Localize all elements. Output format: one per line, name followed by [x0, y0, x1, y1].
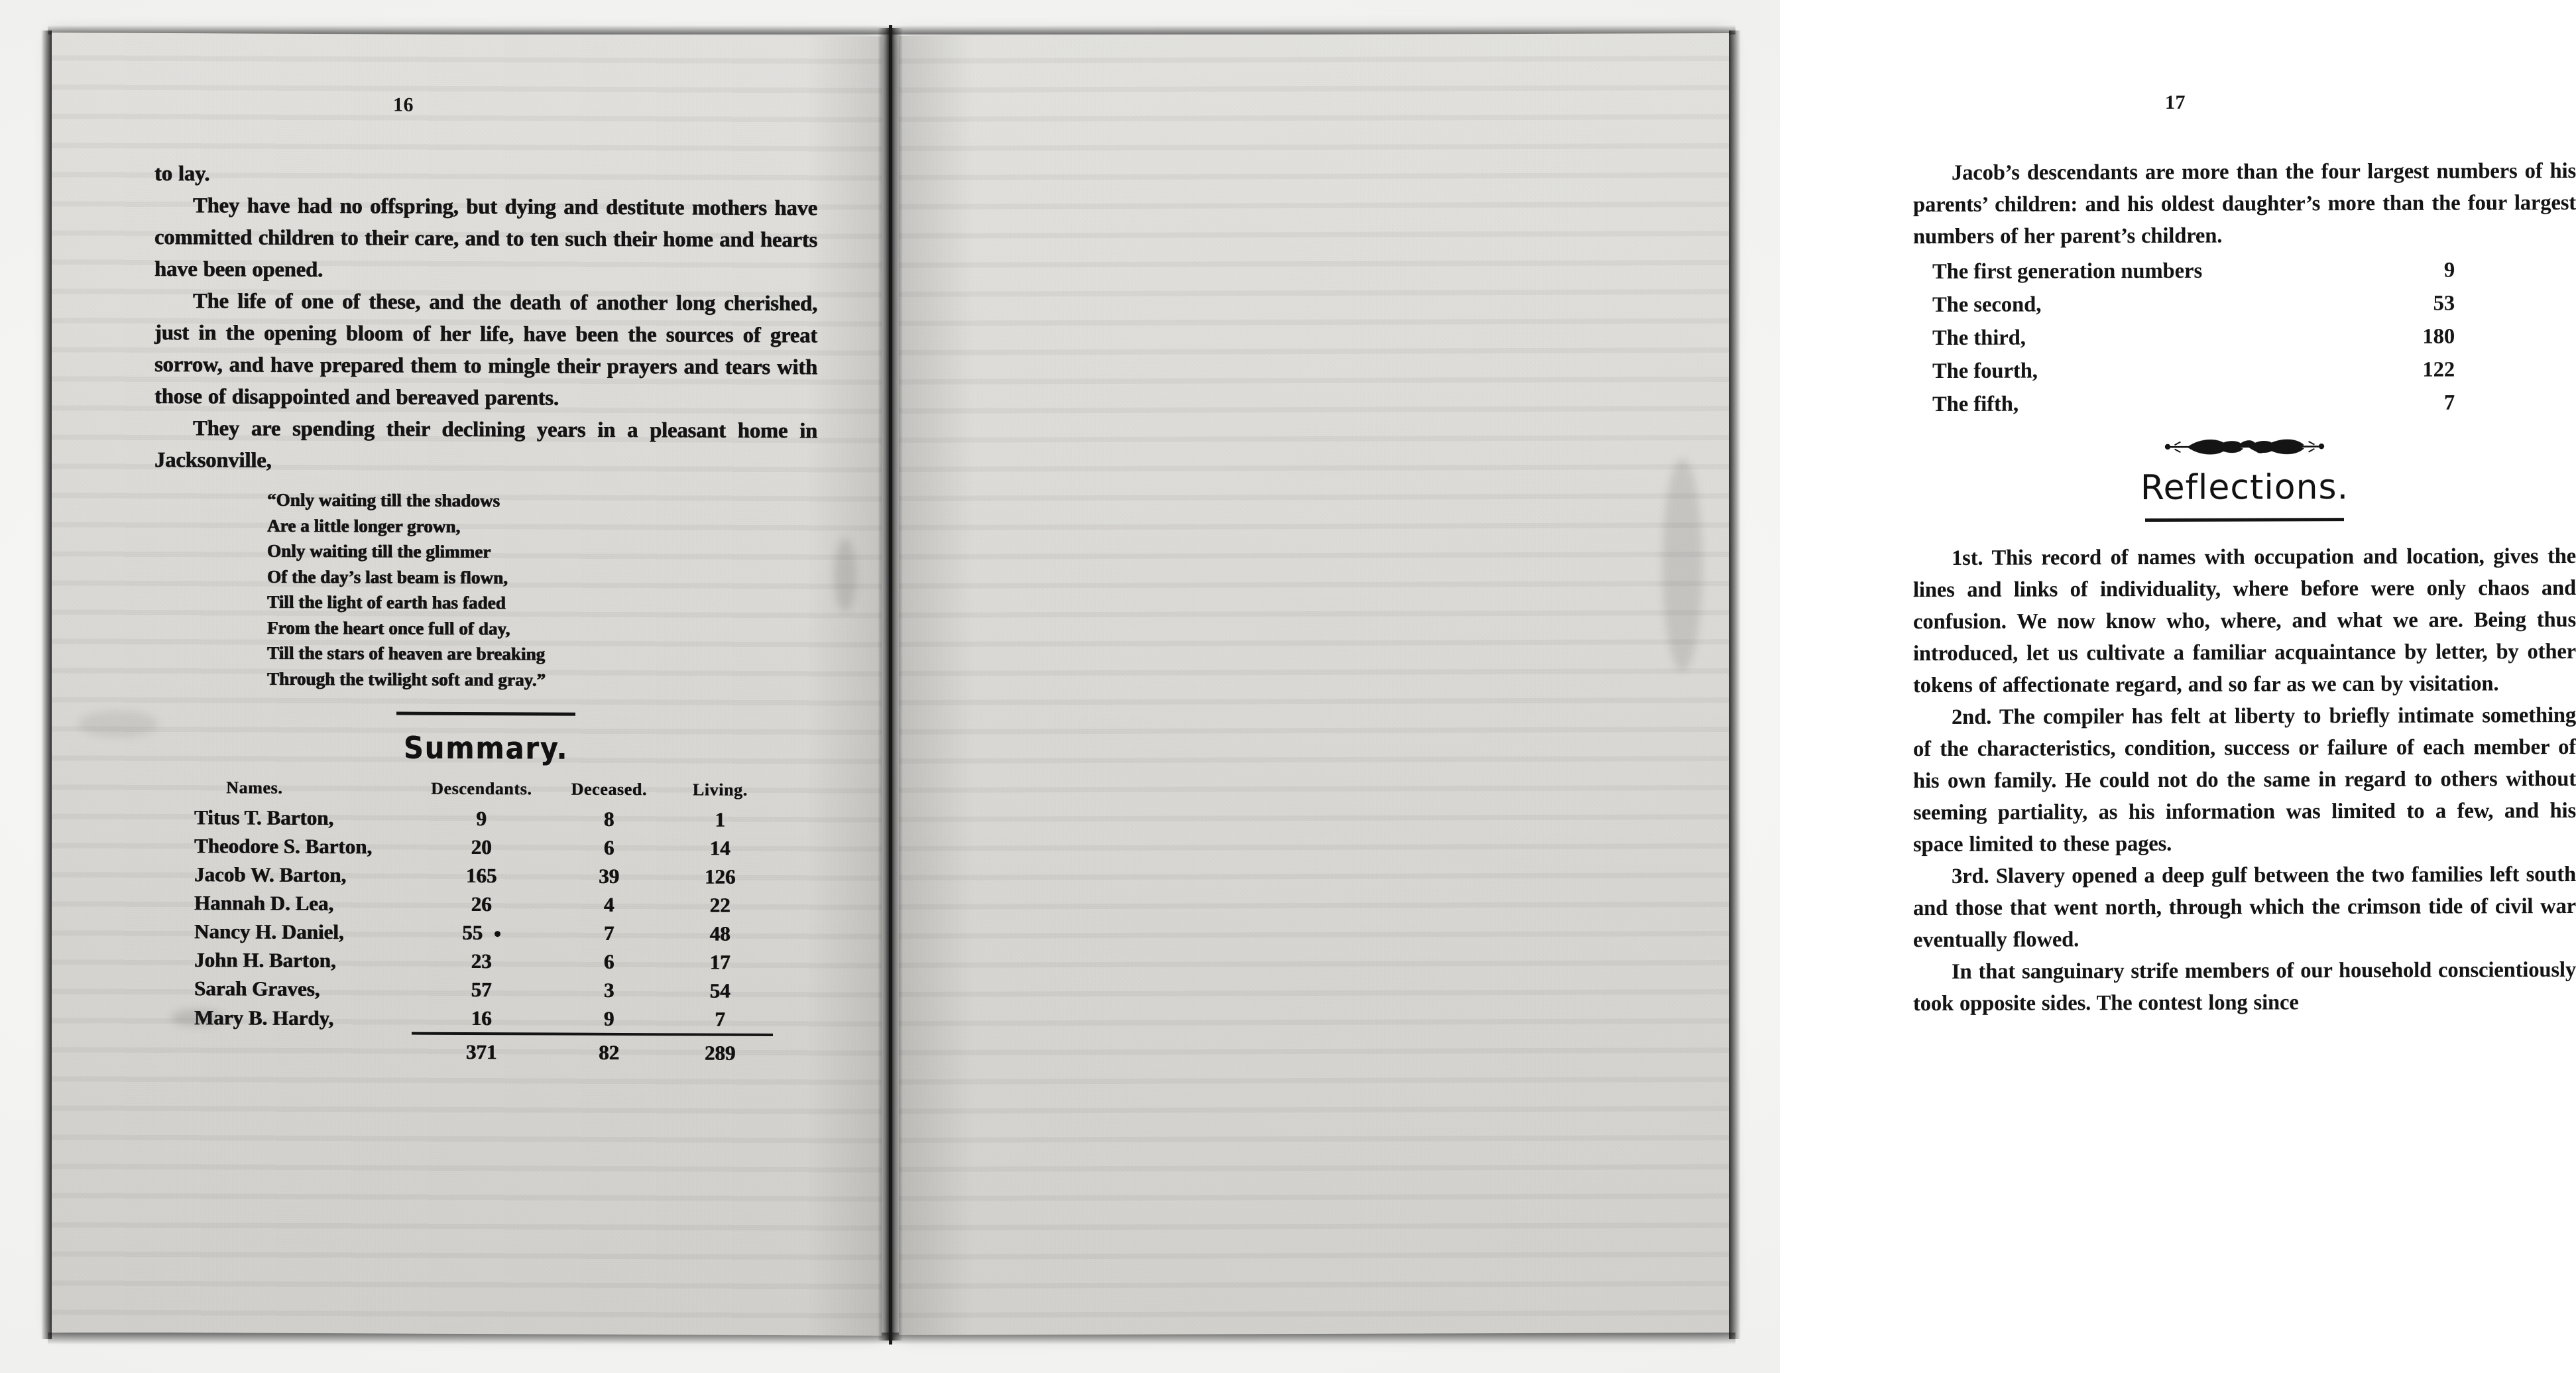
- cell-deceased: 6: [603, 835, 615, 859]
- reflections-heading: Reflections.: [2140, 467, 2349, 508]
- list-item: [1932, 353, 2455, 388]
- paragraph-offspring: They have had no offspring, but dying and destitute mothers have committed children to their care, and to ten such their home and hearts have been opened.: [154, 194, 817, 282]
- cell-total-living: 289: [667, 1034, 773, 1067]
- cell-living: 1: [715, 807, 725, 831]
- verse-line: Through the twilight soft and gray.”: [267, 668, 546, 690]
- right-page: [899, 33, 2576, 1335]
- right-page-text-column: [1913, 90, 2576, 1020]
- cell-descendants: 20: [471, 835, 492, 859]
- verse-line: “Only waiting till the shadows: [267, 489, 500, 511]
- cell-deceased: 8: [603, 807, 615, 831]
- column-header-living: Living.: [692, 780, 748, 800]
- cell-living: 17: [709, 950, 731, 974]
- generation-label: The fourth,: [1932, 359, 2038, 384]
- left-page-text-column: [154, 93, 817, 1068]
- cell-name: Titus T. Barton,: [194, 805, 334, 829]
- right-page-paper-grain: [899, 33, 1729, 1335]
- reflection-paragraph-sanguinary-strife: In that sanguinary strife members of our household conscientiously took opposite sides. The contest long since: [1913, 958, 2576, 1016]
- summary-table: [194, 778, 773, 1067]
- cell-descendants: 16: [471, 1006, 492, 1030]
- cell-living: 22: [709, 893, 731, 917]
- ink-speck: [495, 931, 500, 937]
- book-binding-center-line: [889, 25, 892, 1344]
- generation-counts-list: [1932, 254, 2455, 421]
- cell-deceased: 7: [603, 921, 615, 945]
- paragraph-life-and-death: The life of one of these, and the death of another long cherished, just in the opening bloom of her life, have been the sources of great sorrow, and have prepared them to mingle their prayers and tears with those of disappointed and bereaved parents.: [154, 289, 817, 410]
- cell-living: 48: [709, 922, 731, 945]
- list-item: [1932, 387, 2455, 421]
- cell-totals-label: [194, 1032, 412, 1066]
- table-row: [194, 860, 773, 891]
- generation-value: 9: [2443, 258, 2455, 282]
- cell-deceased: 9: [603, 1006, 615, 1030]
- list-item: [1932, 320, 2455, 355]
- cell-deceased: 39: [599, 864, 620, 888]
- cell-name: Nancy H. Daniel,: [194, 919, 344, 943]
- cell-descendants: [412, 918, 551, 947]
- summary-divider-rule: [396, 712, 575, 716]
- right-page-bleedthrough: [899, 33, 1729, 1335]
- summary-table-header-row: [194, 778, 773, 806]
- leaf-flourish-ornament: [1913, 434, 2576, 462]
- generation-value: 180: [2422, 324, 2455, 349]
- cell-name: John H. Barton,: [194, 947, 336, 972]
- verse-line: Till the light of earth has faded: [267, 591, 506, 613]
- table-row: [194, 945, 773, 977]
- reflection-paragraph-2nd: 2nd. The compiler has felt at liberty to briefly intimate something of the characteristics, condition, success or failure of each member of his own family. He could not do the same in regard to others without seeming partiality, as his information was limited to a few, and his space limited to these pages.: [1913, 703, 2576, 857]
- cell-descendants-value: 55: [462, 920, 483, 944]
- generation-label: The first generation numbers: [1932, 259, 2203, 284]
- reflection-paragraph-3rd: 3rd. Slavery opened a deep gulf between the two families left south and those that went north, through which the crimson tide of civil war eventually flowed.: [1913, 863, 2576, 953]
- table-row: [194, 803, 773, 834]
- paragraph-continuation: to lay.: [154, 161, 210, 186]
- column-header-names: Names.: [226, 778, 283, 798]
- cell-living: 14: [709, 836, 731, 860]
- cell-descendants: 26: [471, 892, 492, 916]
- cell-total-deceased: 82: [551, 1034, 667, 1067]
- generation-value: 7: [2443, 390, 2455, 415]
- table-row: [194, 831, 773, 863]
- table-row: [194, 888, 773, 920]
- cell-name: Jacob W. Barton,: [194, 862, 347, 886]
- cell-deceased: 4: [603, 892, 615, 916]
- list-item: [1932, 254, 2455, 288]
- verse-line: Only waiting till the glimmer: [267, 540, 491, 562]
- page-number-left: 16: [393, 93, 414, 116]
- verse-line: Are a little longer grown,: [267, 515, 461, 536]
- verse-line: Of the day’s last beam is flown,: [267, 566, 508, 587]
- verse-block: [267, 487, 817, 694]
- cell-name: Sarah Graves,: [194, 976, 320, 1000]
- column-header-descendants: Descendants.: [430, 778, 532, 799]
- cell-name: Theodore S. Barton,: [194, 833, 373, 858]
- cell-living: 126: [704, 865, 736, 888]
- reflection-paragraph-1st: 1st. This record of names with occupation and location, gives the lines and links of individuality, where before were only chaos and confusion. We now know who, where, and what we are. Being thus introduced, let us cultivate a familiar acquaintance by letter, by other tokens of affectionate regard, and so far as we can by visitation.: [1913, 544, 2576, 698]
- book-right-edge-shadow: [1729, 30, 1741, 1339]
- verse-line: From the heart once full of day,: [267, 617, 510, 638]
- generation-label: The second,: [1932, 292, 2042, 318]
- cell-name: Mary B. Hardy,: [194, 1005, 334, 1030]
- cell-name: Hannah D. Lea,: [194, 890, 334, 915]
- book-block: [52, 34, 2576, 1334]
- cell-descendants: 165: [465, 863, 497, 887]
- verse-line: Till the stars of heaven are breaking: [267, 642, 546, 664]
- generation-value: 53: [2433, 291, 2455, 316]
- table-row: [194, 1002, 773, 1035]
- table-row-totals: [194, 1032, 773, 1067]
- cell-descendants: 9: [476, 806, 487, 830]
- cell-deceased: 3: [603, 978, 615, 1002]
- cell-deceased: 6: [603, 949, 615, 973]
- cell-total-descendants: 371: [412, 1034, 551, 1067]
- column-header-deceased: Deceased.: [571, 779, 647, 800]
- generation-label: The third,: [1932, 326, 2026, 351]
- table-row: [194, 917, 773, 948]
- cell-descendants: 23: [471, 949, 492, 973]
- table-row: [194, 974, 773, 1005]
- cell-descendants: 57: [471, 977, 492, 1001]
- generation-label: The fifth,: [1932, 392, 2019, 417]
- summary-heading: Summary.: [403, 729, 569, 766]
- cell-living: 7: [715, 1007, 725, 1031]
- book-left-edge-shadow: [41, 30, 52, 1339]
- paragraph-jacob-descendants: Jacob’s descendants are more than the four largest numbers of his parents’ children: and his oldest daughter’s more than the four largest numbers of her parent’s children.: [1913, 159, 2576, 249]
- reflections-heading-rule: [2145, 518, 2344, 522]
- cell-living: 54: [709, 979, 731, 1002]
- paragraph-jacksonville: They are spending their declining years in a pleasant home in Jacksonville,: [154, 416, 817, 473]
- page-number-right: 17: [2165, 91, 2186, 113]
- generation-value: 122: [2422, 357, 2455, 382]
- list-item: [1932, 287, 2455, 322]
- left-page: [52, 32, 882, 1335]
